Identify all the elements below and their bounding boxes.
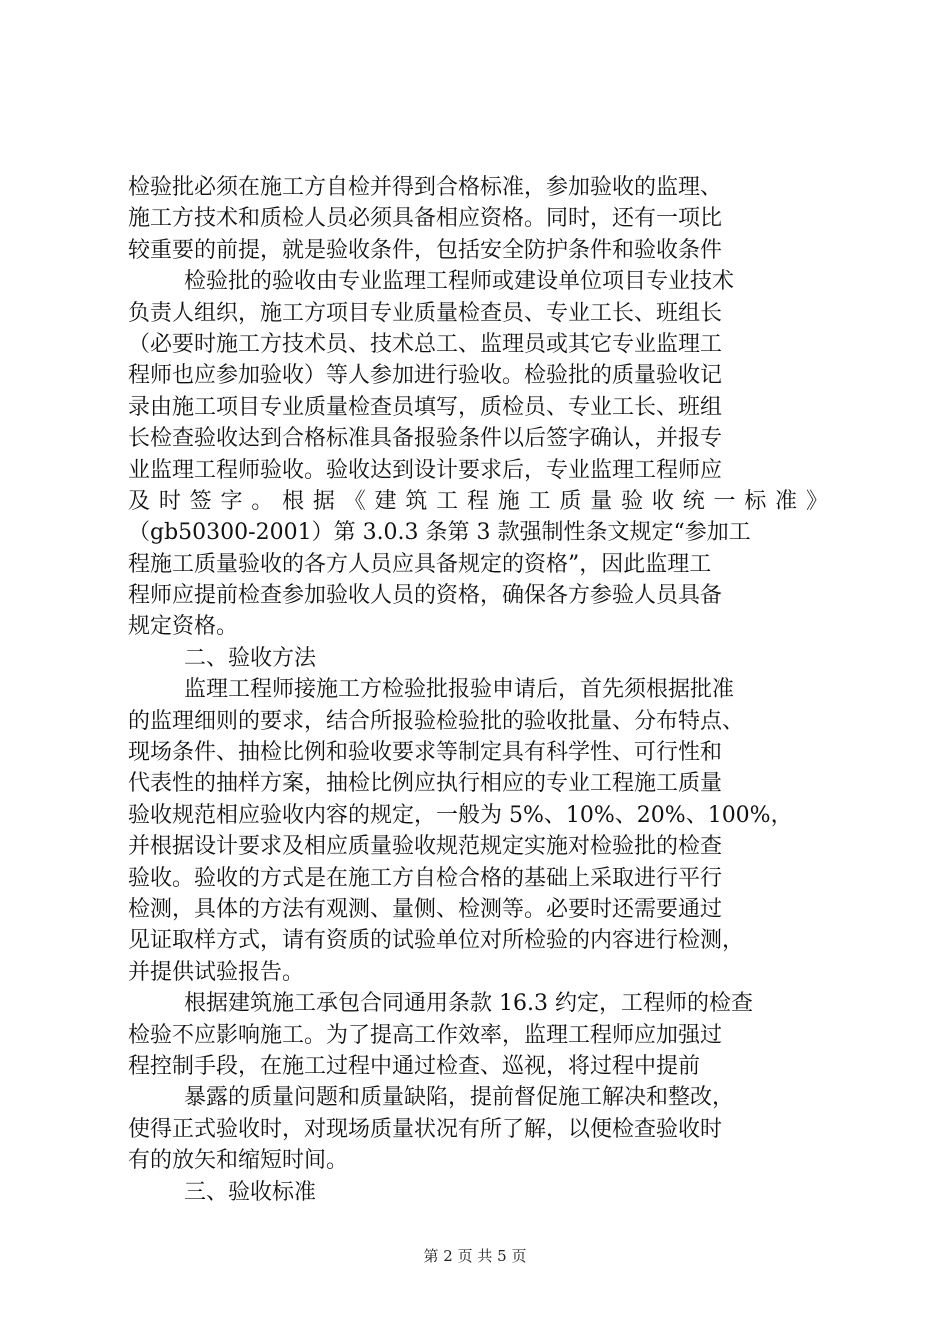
text-line: 的监理细则的要求，结合所报验检验批的验收批量、分布特点、 bbox=[128, 708, 745, 734]
text-line: 检验不应影响施工。为了提高工作效率，监理工程师应加强过 bbox=[128, 1022, 723, 1048]
text-line: （gb50300-2001）第 3.0.3 条第 3 款强制性条文规定“参加工 bbox=[128, 520, 751, 546]
text-line: 及时签字。根据《建筑工程施工质量验收统一标准》 bbox=[128, 488, 828, 514]
text-line: 规定资格。 bbox=[128, 614, 239, 640]
section-heading: 三、验收标准 bbox=[184, 1179, 317, 1205]
section-heading: 二、验收方法 bbox=[184, 645, 317, 671]
paragraph-start-line: 检验批的验收由专业监理工程师或建设单位项目专业技术 bbox=[184, 269, 735, 295]
page-footer: 第 2 页 共 5 页 bbox=[423, 1247, 527, 1265]
text-line: 现场条件、抽检比例和验收要求等制定具有科学性、可行性和 bbox=[128, 740, 723, 766]
paragraph-start-line: 监理工程师接施工方检验批报验申请后，首先须根据批准 bbox=[184, 677, 735, 703]
paragraph-start-line: 暴露的质量问题和质量缺陷，提前督促施工解决和整改， bbox=[184, 1085, 735, 1111]
text-line: 代表性的抽样方案，抽检比例应执行相应的专业工程施工质量 bbox=[128, 771, 723, 797]
text-line: 验收规范相应验收内容的规定，一般为 5%、10%、20%、100%， bbox=[128, 802, 793, 828]
text-line: （必要时施工方技术员、技术总工、监理员或其它专业监理工 bbox=[128, 331, 723, 357]
text-line: 见证取样方式，请有资质的试验单位对所检验的内容进行检测， bbox=[128, 928, 745, 954]
text-line: 程师应提前检查参加验收人员的资格，确保各方参验人员具备 bbox=[128, 583, 723, 609]
text-line: 业监理工程师验收。验收达到设计要求后，专业监理工程师应 bbox=[128, 457, 723, 483]
text-line: 并提供试验报告。 bbox=[128, 959, 305, 985]
text-line: 有的放矢和缩短时间。 bbox=[128, 1148, 349, 1174]
text-line: 检验批必须在施工方自检并得到合格标准，参加验收的监理、 bbox=[128, 175, 723, 200]
text-line: 负责人组织，施工方项目专业质量检查员、专业工长、班组长 bbox=[128, 300, 723, 326]
text-line: 验收。验收的方式是在施工方自检合格的基础上采取进行平行 bbox=[128, 865, 723, 891]
text-line: 程师也应参加验收）等人参加进行验收。检验批的质量验收记 bbox=[128, 363, 723, 389]
text-line: 并根据设计要求及相应质量验收规范规定实施对检验批的检查 bbox=[128, 834, 723, 860]
document-body bbox=[128, 172, 828, 1208]
text-line: 使得正式验收时，对现场质量状况有所了解，以便检查验收时 bbox=[128, 1116, 723, 1142]
text-line: 长检查验收达到合格标准具备报验条件以后签字确认，并报专 bbox=[128, 426, 723, 452]
text-line: 录由施工项目专业质量检查员填写，质检员、专业工长、班组 bbox=[128, 394, 723, 420]
text-line: 施工方技术和质检人员必须具备相应资格。同时，还有一项比 bbox=[128, 206, 723, 232]
text-line: 程控制手段，在施工过程中通过检查、巡视，将过程中提前 bbox=[128, 1053, 701, 1079]
text-line: 程施工质量验收的各方人员应具备规定的资格”，因此监理工 bbox=[128, 551, 712, 577]
text-line: 较重要的前提，就是验收条件，包括安全防护条件和验收条件 bbox=[128, 237, 723, 263]
paragraph-start-line: 根据建筑施工承包合同通用条款 16.3 约定，工程师的检查 bbox=[184, 991, 753, 1017]
text-line: 检测，具体的方法有观测、量侧、检测等。必要时还需要通过 bbox=[128, 896, 723, 922]
